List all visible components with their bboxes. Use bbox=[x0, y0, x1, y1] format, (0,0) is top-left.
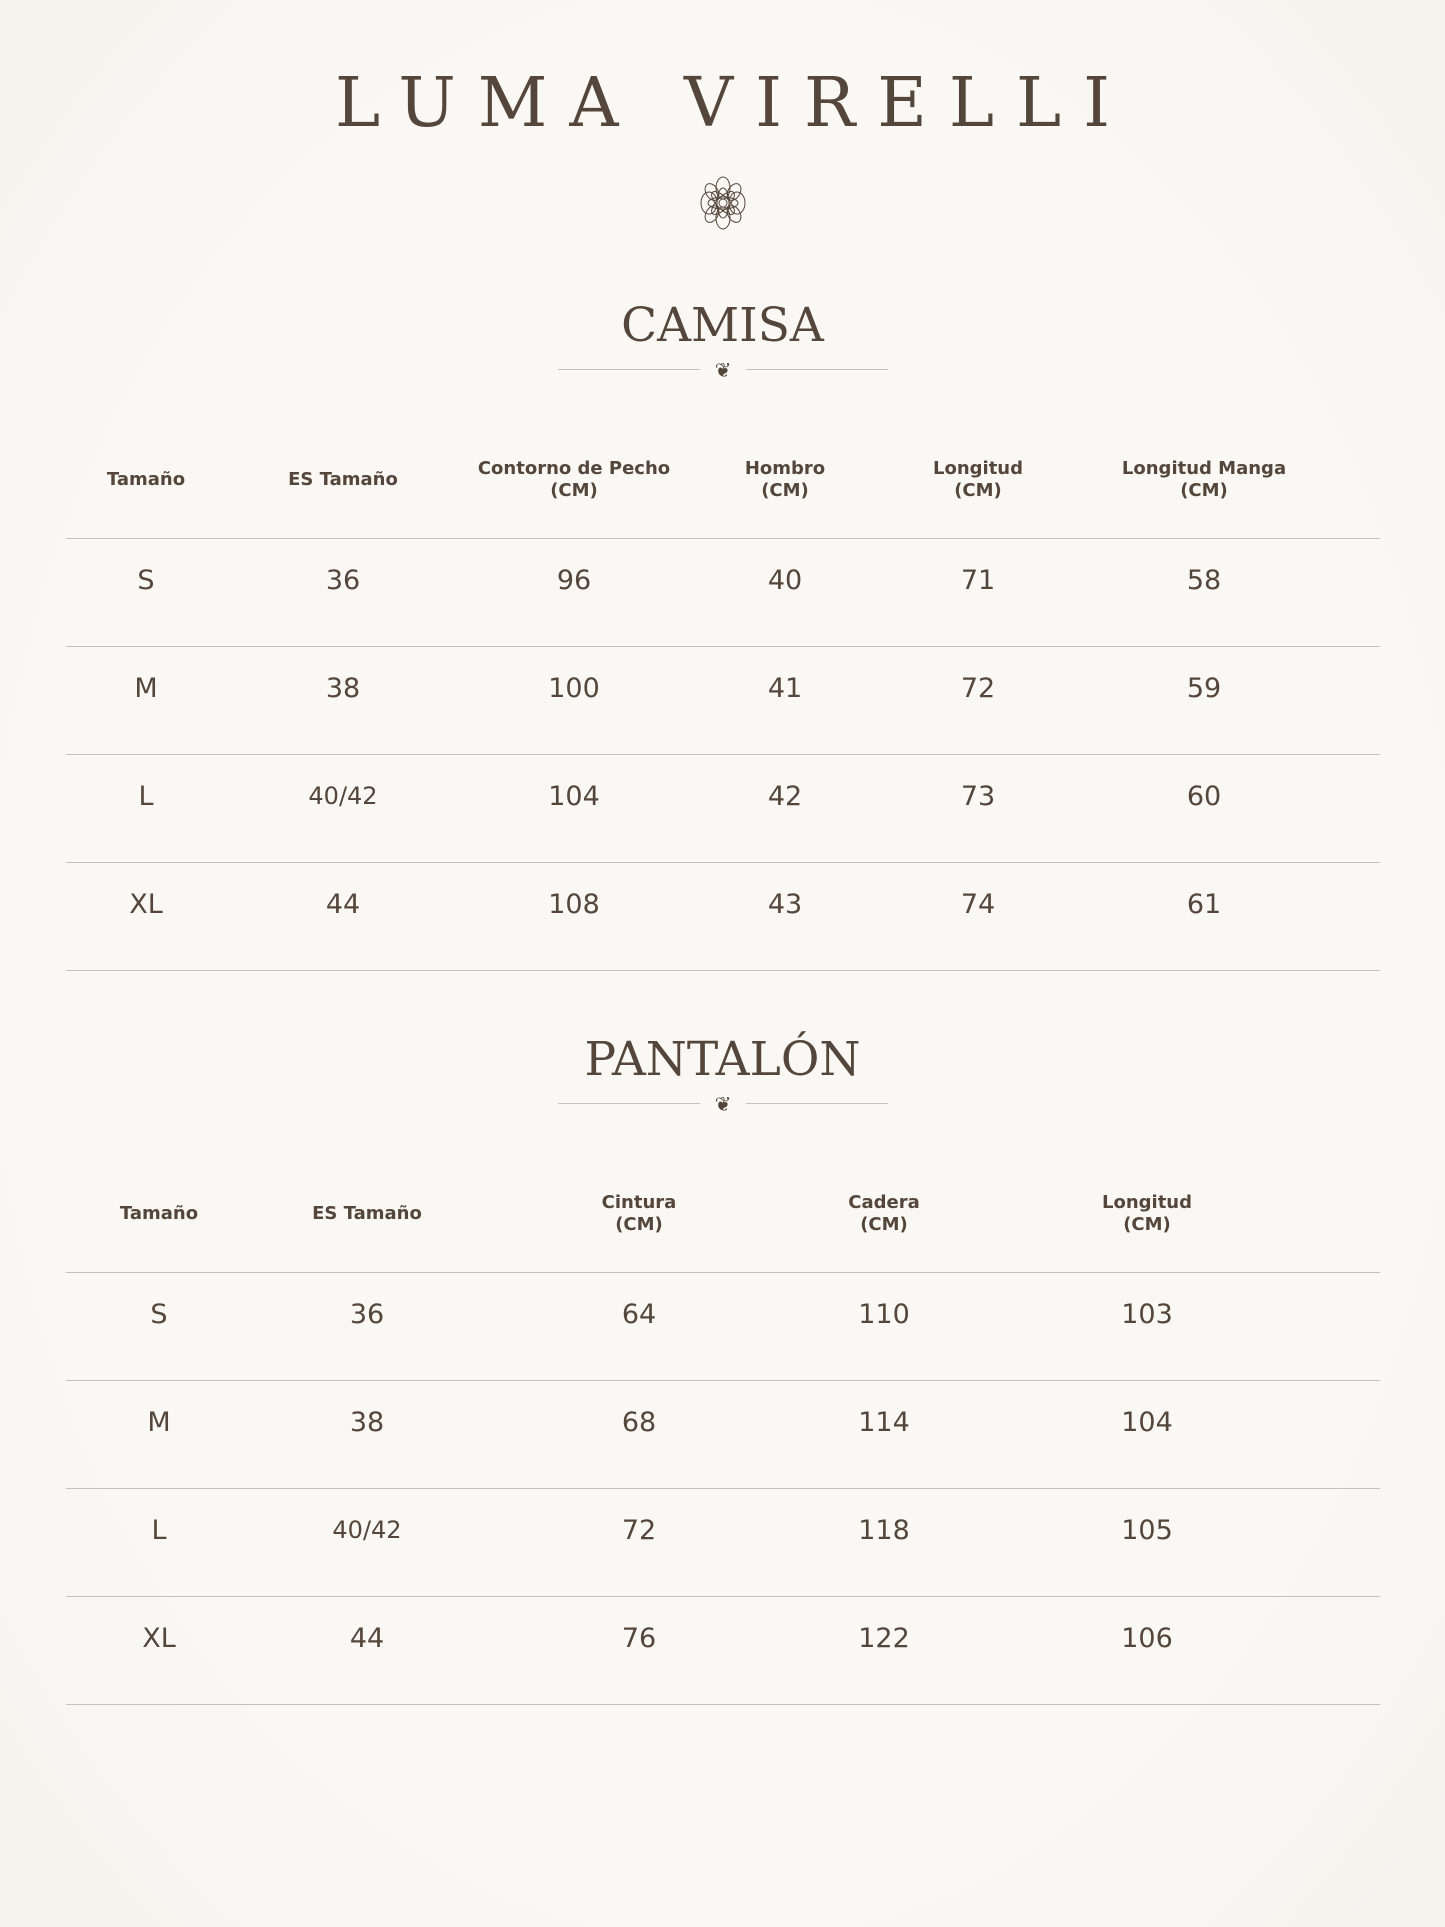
shirt-divider bbox=[558, 358, 888, 382]
table-row: L 40/42 72 118 105 bbox=[66, 1489, 1380, 1597]
pants-divider bbox=[558, 1092, 888, 1116]
fleuron-icon: ❦ bbox=[714, 1092, 732, 1116]
brand-name: LUMA VIRELLI bbox=[334, 64, 1133, 143]
pants-size-table bbox=[66, 1156, 1380, 1705]
pants-header-hip: Cadera (CM) bbox=[848, 1192, 920, 1235]
shirt-header-chest: Contorno de Pecho (CM) bbox=[477, 458, 671, 501]
table-row: XL 44 76 122 106 bbox=[66, 1597, 1380, 1705]
table-row: L 40/42 104 42 73 60 bbox=[66, 755, 1380, 863]
pants-header-waist: Cintura (CM) bbox=[601, 1192, 677, 1235]
table-row: S 36 96 40 71 58 bbox=[66, 539, 1380, 647]
pants-table-header bbox=[66, 1156, 1380, 1273]
table-row: XL 44 108 43 74 61 bbox=[66, 863, 1380, 971]
shirt-section-title: CAMISA bbox=[621, 298, 824, 353]
shirt-header-shoulder: Hombro (CM) bbox=[744, 458, 826, 501]
table-row: M 38 68 114 104 bbox=[66, 1381, 1380, 1489]
shirt-header-es-size: ES Tamaño bbox=[288, 469, 398, 490]
pants-header-size: Tamaño bbox=[119, 1203, 199, 1224]
pants-header-length: Longitud (CM) bbox=[1101, 1192, 1192, 1235]
pants-section-title: PANTALÓN bbox=[584, 1032, 861, 1087]
table-row: S 36 64 110 103 bbox=[66, 1273, 1380, 1381]
shirt-size-table bbox=[66, 422, 1380, 971]
flower-emblem-icon bbox=[690, 168, 756, 238]
shirt-header-size: Tamaño bbox=[106, 469, 186, 490]
pants-header-es-size: ES Tamaño bbox=[312, 1203, 422, 1224]
shirt-header-length: Longitud (CM) bbox=[932, 458, 1023, 501]
fleuron-icon: ❦ bbox=[714, 358, 732, 382]
table-row: M 38 100 41 72 59 bbox=[66, 647, 1380, 755]
shirt-header-sleeve-length: Longitud Manga (CM) bbox=[1121, 458, 1287, 501]
shirt-table-header bbox=[66, 422, 1380, 539]
